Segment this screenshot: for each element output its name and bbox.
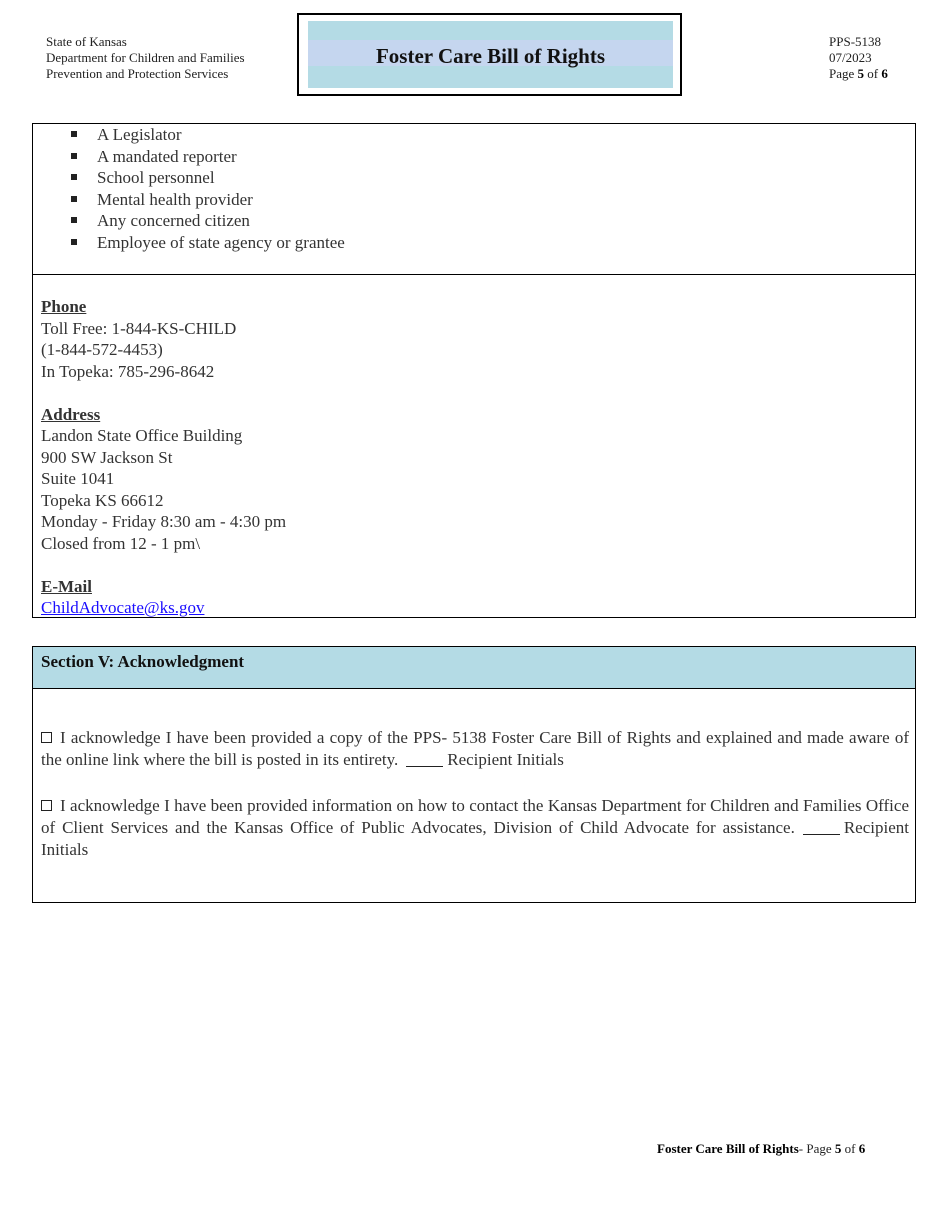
bullet-square-icon bbox=[71, 174, 77, 180]
bullet-square-icon bbox=[71, 239, 77, 245]
office-closed: Closed from 12 - 1 pm\ bbox=[41, 533, 201, 553]
title-band bbox=[308, 21, 673, 88]
bullet-square-icon bbox=[71, 153, 77, 159]
address-heading: Address bbox=[41, 404, 101, 424]
acknowledgment-section bbox=[32, 646, 916, 903]
agency-department: Department for Children and Families bbox=[46, 50, 245, 65]
phone-numeric: (1-844-572-4453) bbox=[41, 340, 163, 359]
office-hours: Monday - Friday 8:30 am - 4:30 pm bbox=[41, 512, 287, 531]
address-line: 900 SW Jackson St bbox=[41, 447, 173, 467]
form-date: 07/2023 bbox=[829, 50, 872, 65]
phone-toll-free: Toll Free: 1-844-KS-CHILD bbox=[41, 318, 237, 338]
acknowledge-copy-checkbox[interactable] bbox=[41, 732, 52, 743]
page-title: Foster Care Bill of Rights bbox=[375, 44, 606, 68]
section-title: Section V: Acknowledgment bbox=[41, 652, 245, 671]
section-header bbox=[33, 647, 915, 689]
list-item: Employee of state agency or grantee bbox=[33, 232, 345, 254]
initials-label: Recipient Initials bbox=[447, 750, 564, 769]
list-item: A Legislator bbox=[33, 124, 345, 146]
acknowledgment-item bbox=[41, 795, 909, 861]
bullet-square-icon bbox=[71, 196, 77, 202]
initials-field[interactable] bbox=[406, 752, 443, 767]
page-indicator: Page 5 of 6 bbox=[829, 66, 888, 81]
phone-heading: Phone bbox=[41, 297, 87, 316]
address-line: Topeka KS 66612 bbox=[41, 490, 164, 510]
footer-title: Foster Care Bill of Rights bbox=[657, 1141, 799, 1156]
list-item: A mandated reporter bbox=[33, 146, 345, 168]
phone-topeka: In Topeka: 785-296-8642 bbox=[41, 361, 215, 381]
form-info bbox=[829, 34, 888, 82]
list-item: School personnel bbox=[33, 167, 345, 189]
list-item: Mental health provider bbox=[33, 189, 345, 211]
acknowledge-contact-checkbox[interactable] bbox=[41, 800, 52, 811]
agency-state: State of Kansas bbox=[46, 34, 127, 49]
bullet-square-icon bbox=[71, 131, 77, 137]
initials-field[interactable] bbox=[803, 820, 840, 835]
acknowledgment-item bbox=[41, 727, 909, 771]
page-footer: Foster Care Bill of Rights- Page 5 of 6 bbox=[657, 1141, 866, 1156]
list-item: Any concerned citizen bbox=[33, 210, 345, 232]
title-box bbox=[297, 13, 682, 96]
reporter-list bbox=[33, 124, 345, 253]
email-heading: E-Mail bbox=[41, 576, 92, 596]
section-divider bbox=[33, 274, 915, 275]
address-line: Landon State Office Building bbox=[41, 426, 243, 445]
acknowledgment-text: I acknowledge I have been provided a copy of the PPS- 5138 Foster Care Bill of Rights and explained and made aware of the online link where the bill is posted in its entirety. bbox=[41, 728, 909, 769]
agency-division: Prevention and Protection Services bbox=[46, 66, 229, 81]
initials-label: Recipient Initials bbox=[41, 818, 909, 859]
address-line: Suite 1041 bbox=[41, 469, 115, 488]
bullet-square-icon bbox=[71, 217, 77, 223]
email-link[interactable]: ChildAdvocate@ks.gov bbox=[41, 598, 205, 617]
acknowledgment-text: I acknowledge I have been provided information on how to contact the Kansas Department for Children and Families Office of Client Services and the Kansas Office of Public Advocates, Division of Child Advocate for assistance. bbox=[41, 796, 909, 837]
contact-info bbox=[41, 296, 286, 619]
contact-box bbox=[32, 123, 916, 618]
agency-header bbox=[46, 34, 245, 82]
form-number: PPS-5138 bbox=[829, 34, 882, 49]
